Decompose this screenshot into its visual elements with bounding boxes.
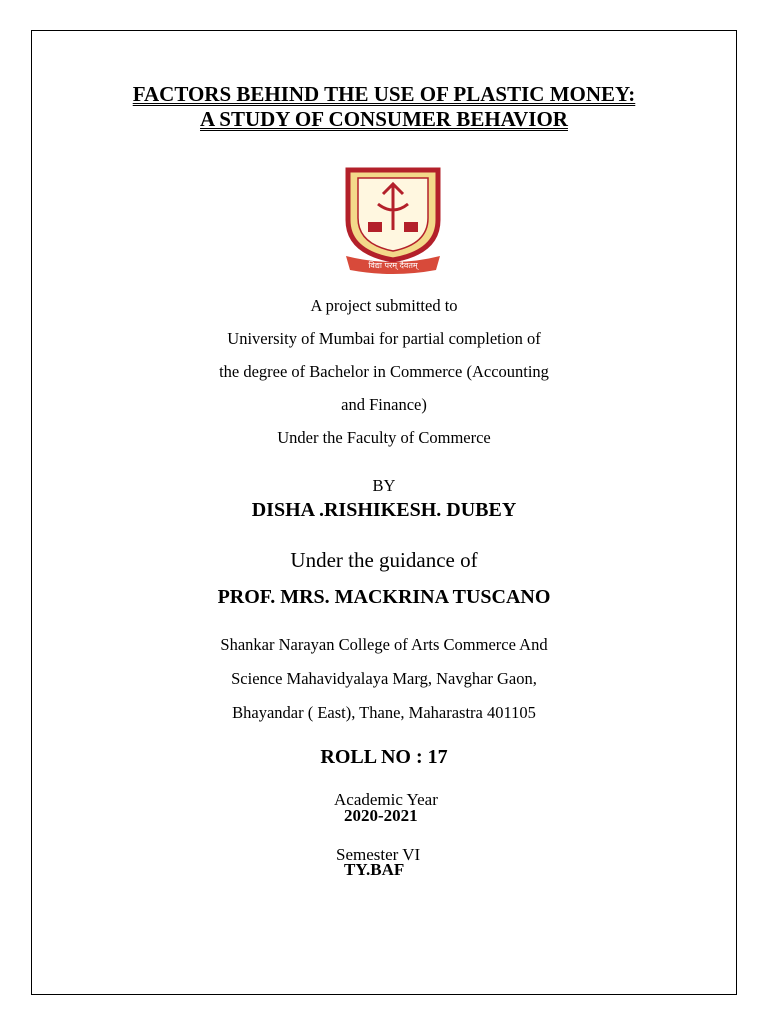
submission-line-3: the degree of Bachelor in Commerce (Accounting — [219, 362, 549, 381]
college-line-1: Shankar Narayan College of Arts Commerce And — [220, 635, 548, 654]
svg-text:विद्या परम् दैवतम्: विद्या परम् दैवतम् — [368, 261, 418, 270]
college-line-3: Bhayandar ( East), Thane, Maharastra 401105 — [232, 703, 536, 722]
submission-line-5: Under the Faculty of Commerce — [277, 428, 491, 447]
academic-year-label: Academic Year — [334, 790, 438, 809]
by-label: BY — [372, 476, 396, 495]
submission-line-4: and Finance) — [341, 395, 427, 414]
academic-year-value: 2020-2021 — [344, 806, 418, 825]
college-line-2: Science Mahavidyalaya Marg, Navghar Gaon, — [231, 669, 537, 688]
title-line-1: FACTORS BEHIND THE USE OF PLASTIC MONEY: — [132, 82, 636, 106]
submission-line-2: University of Mumbai for partial completion of — [227, 329, 541, 348]
course-name: TY.BAF — [344, 860, 405, 879]
submission-line-1: A project submitted to — [310, 296, 458, 315]
author-name: DISHA .RISHIKESH. DUBEY — [251, 499, 517, 521]
roll-number: ROLL NO : 17 — [320, 746, 448, 768]
semester-label: Semester VI — [336, 845, 421, 864]
college-emblem — [338, 160, 448, 275]
title-line-2: A STUDY OF CONSUMER BEHAVIOR — [200, 107, 568, 131]
guidance-label: Under the guidance of — [290, 548, 478, 572]
guide-name: PROF. MRS. MACKRINA TUSCANO — [217, 586, 551, 608]
